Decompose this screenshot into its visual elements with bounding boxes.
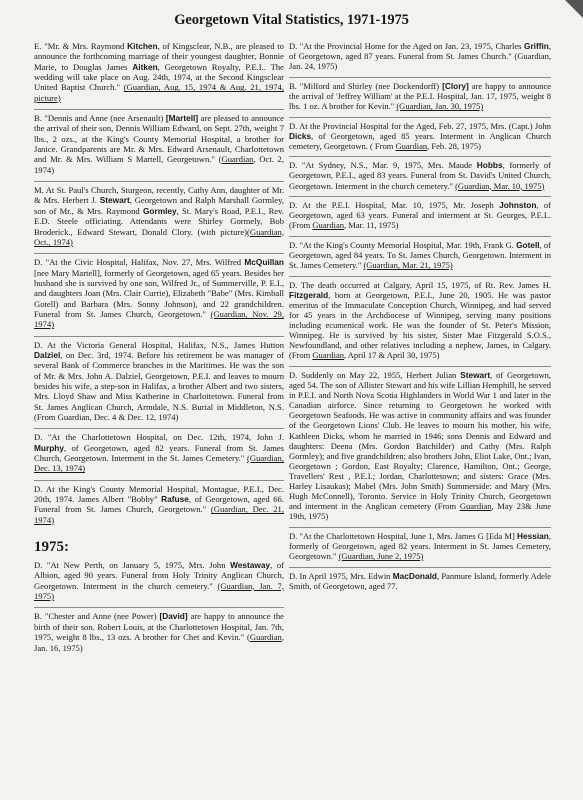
entry-text: , Mar. 11, 1975) xyxy=(344,220,399,231)
entry-text: B. "Milford and Shirley (nee Dockendorff) xyxy=(289,80,443,91)
entry xyxy=(34,428,284,479)
source-citation: (Guardian, Oct., 1974) xyxy=(34,226,284,247)
surname: [Martell] xyxy=(165,113,199,124)
entry xyxy=(34,253,284,335)
entry-text: , of Georgetown, aged 54. The son of Allister Stewart and his wife Lillian Hemphill, he served in P.E.I. and North Nova Scotia Highlanders in World War 1 and later in the Canadian airforce. Since returning to Georgetown he worked with Georgetown Seafoods. He was active in community affairs and was founder of the Georgetown Lions' Club. He leaves to mourn his mother, his wife, Kathleen Dicks, whom he married in 1946; sons Dennis and Edward and daughters: Deena (Mrs. Gordon Batchilder) and Cathy (Mrs. Ralph Gormley); and five grandchildren; also brothers John, Eliot Lake, Ont.; Ivan, Georgetown ; Gordon, East Royalty; Clarence, Hamilton, Ont.; George, Travellers' Rest , P.E.I.; Jordan, Charlottetown; and sisters: Grace (Mrs. Harley Lisaukas); Mabel (Mrs. John Smith) Summerside: and Mary (Mrs. Hugh McConnell), Toronto. Service in Holy Trinity Church, Georgetown and interment in the Anglican cemetery (From xyxy=(289,369,552,512)
source-citation: (Guardian, Mar. 10, 1975) xyxy=(455,180,545,191)
entry-text: , born at Georgetown, P.E.I., June 20, 1905. He was pastor emeritus of the Immaculate Conception Church, Winnipeg, and had served for 45 years in the Archdiocese of Winnipeg, serving many positions including ecumenical work. He was the founder of St. Peter's Mission, Winnipeg. He is survived by his sister, Sister Mae Fitzgerald S.O.S., Newfoundland, and other relatives including a nephew, James, in Calgary. (From xyxy=(289,289,551,361)
source-citation: (Guardian, Mar. 21, 1975) xyxy=(363,260,453,271)
entry-text: , May 23& June 19th, 1975) xyxy=(289,501,551,522)
entry-text: D. "At New Perth, on January 5, 1975, Mrs. John xyxy=(34,560,231,571)
entry-text: [nee Mary Martell], formerly of Georgetown, aged 65 years. Besides her husband she is survived by one son, Wilfred Jr., of Summerville, P. E.I., and daughters Joan (Mrs. Clair Currie), Elizabeth "Babe" (Mrs. Kimball Gotell) and Barbara (Mrs. Sonny Johnson), and 22 grandchildren. Funeral from St. James Church, Georgetown." xyxy=(34,267,284,319)
entry-text: , of Georgetown, aged 85 years. Interment in Anglican Church cemetery, Georgetown. ( From xyxy=(289,130,551,151)
entry-text: D. At the Provincial Hospital for the Aged, Feb. 27, 1975, Mrs. (Capt.) John xyxy=(289,120,551,131)
surname: Stewart xyxy=(460,369,491,380)
surname: Aitken xyxy=(132,61,158,72)
surname: [David] xyxy=(159,611,188,622)
surname: MacDonald xyxy=(392,570,437,581)
entry xyxy=(289,366,551,527)
entry-text: , formerly of Georgetown, aged 82 years. Interment in St. James Cemetery, Georgetown." xyxy=(289,530,551,562)
source-citation: (Guardian, Dec. 21, 1974) xyxy=(34,504,284,525)
entry-text: B. "Dennis and Anne (nee Arsenault) xyxy=(34,113,166,124)
surname: [Clory] xyxy=(442,80,469,91)
entry-text: , of Georgetown, aged 87 years. Funeral from St. James Church." (Guardian, Jan. 24, 1975) xyxy=(289,41,551,72)
entries-1975-continued xyxy=(289,41,551,596)
entry xyxy=(34,181,284,253)
entry-text: D. "At the Provincial Home for the Aged on Jan. 23, 1975, Charles xyxy=(289,41,524,51)
surname: Dalziel xyxy=(34,349,61,360)
entry xyxy=(289,196,551,236)
entry-text: , on Dec. 3rd, 1974. Before his retirement he was manager of several Bank of Commerce branches in the Maritimes. He was the son of Mr. & Mrs. John A. Dalziel, Georgetown, P.E.I. and leaves to mourn besides his wife, a step-son in Halifax, a brother Albert and two sisters, Mrs. Lloyd Shaw and Miss Katherine in Charlottetown. Funeral from St. James Anglican Church, Armdale, N.S. Burial in Middleton, N.S. (From Guardian, Dec. 4 & Dec. 12, 1974) xyxy=(34,349,284,422)
surname: Fitzgerald xyxy=(289,289,329,300)
entry xyxy=(289,117,551,157)
surname: Westaway xyxy=(230,560,271,571)
entry xyxy=(34,41,284,109)
entry-text: D. "At the Charlottetown Hospital, June 1, Mrs. James G [Eda M] xyxy=(289,530,518,541)
entry-text: M. At St. Paul's Church, Sturgeon, recently, Cathy Ann, daughter of Mr. & Mrs. Herbert J. xyxy=(34,185,284,206)
entries-1975 xyxy=(34,560,284,659)
entry xyxy=(34,607,284,658)
entry xyxy=(289,41,551,77)
entry-text: , of Kingsclear, N.B., are pleased to announce the forthcoming marriage of their youngest daughter, Bonnie Marie, to Douglas James xyxy=(34,41,284,72)
entry xyxy=(289,236,551,276)
entry-text: , Jan. 16, 1975) xyxy=(34,632,284,653)
entry xyxy=(34,560,284,607)
entry-text: B. "Chester and Anne (nee Power) xyxy=(34,611,160,622)
surname: Griffin xyxy=(523,41,549,51)
source-citation: Guardian xyxy=(459,501,492,512)
entry xyxy=(289,527,551,567)
entry-text: , of Albion, aged 90 years. Funeral from Holy Trinity Anglican Church, Georgetown. Interment in the church cemetery." xyxy=(34,560,284,591)
entry-text: , St. Mary's Road, P.E.I., Rev. E.D. Steele officiating. Attendants were Shirley Gormely, Bob Broderick., Edward Stewart, Donald Clory. (with picture) xyxy=(34,205,285,237)
surname: Gormley xyxy=(142,205,177,216)
source-citation: (Guardian, Nov. 29, 1974) xyxy=(34,308,285,330)
entry-text: , of Georgetown, aged 82 years. Funeral from St. James Church, Georgetown. Interment in the St. James Cemetery." xyxy=(34,442,284,464)
entry-text: , Georgetown and Ralph Marshall Gormley, son of Mr., & Mrs. Raymond xyxy=(34,195,284,216)
year-heading: 1975: xyxy=(34,539,69,556)
surname: Hessian xyxy=(517,530,549,541)
entry-text: , April 17 & April 30, 1975) xyxy=(344,350,440,361)
surname: Rafuse xyxy=(161,494,189,505)
entry-text: D. "At Sydney, N.S., Mar. 9, 1975, Mrs. Maude xyxy=(289,160,477,171)
entry-text: D. The death occurred at Calgary, April 15, 1975, of Rt. Rev. James H. xyxy=(289,279,551,290)
source-citation: Guardian xyxy=(312,220,345,231)
surname: Johnston xyxy=(499,200,537,211)
entry xyxy=(289,276,551,366)
surname: Dicks xyxy=(289,130,312,141)
entry-text: , formerly of Georgetown, P.E.I., aged 83 years. Funeral from St. David's United Church, Georgetown. Interment in the church cemetery." xyxy=(289,160,551,191)
surname: Gotell xyxy=(516,239,540,250)
entry-text: are pleased to announce the arrival of their son, Dennis William Edward, on Sept. 27th, weight 7 lbs., 2 ozs., at the King's County Memorial Hospital, a brother for Janice. Grandparents are Mr. & Mrs. Edward Arsenault, Charlottetown and Mr. & Mrs. William S Martell, Georgetown." ( xyxy=(34,113,284,165)
entry xyxy=(34,480,284,531)
surname: McQuillan xyxy=(244,257,284,268)
entry-text: D. In April 1975, Mrs. Edwin xyxy=(289,570,393,581)
entry-text: , Oct. 2, 1974) xyxy=(34,154,284,175)
entry-text: are happy to announce the arrival of 'Jeffrey William' at the P.E.I. Hospital, Jan. 17, 1975, weight 8 lbs. 1 oz. A brother for Kevin." xyxy=(289,80,551,111)
page-title: Georgetown Vital Statistics, 1971-1975 xyxy=(174,12,409,28)
source-citation: (Guardian, Jan. 30, 1975) xyxy=(396,100,484,111)
entry-text: are happy to announce the birth of their son. Robert Louis, at the Charlottetown Hospital, Jan. 7th, 1975, weight 8 lbs., 13 ozs. A brother for Chet and Kevin." ( xyxy=(34,611,284,643)
entry-text: , of Georgetown, aged 66. Funeral from St. James Church, Georgetown." xyxy=(34,494,284,515)
surname: Hobbs xyxy=(476,160,503,171)
source-citation: Guardian xyxy=(249,632,282,643)
entry-text: , of Georgetown, aged 63 years. Funeral and interment at St. Georges, P.E.I.. (From xyxy=(289,200,551,231)
source-citation: Guardian xyxy=(312,350,345,361)
entry-text: , Panmure Island, formerly Adele Smith, of Georgetown, aged 77. xyxy=(289,570,551,591)
entry-text: , Georgetown Royalty, P.E.I.. The wedding will take place on Aug. 24th, 1974, at the Second Kingsclear United Baptist Church." xyxy=(34,61,284,93)
entry xyxy=(289,567,551,597)
source-citation: Guardian xyxy=(221,154,254,165)
entry-text: D. At the Victoria General Hospital, Halifax, N.S., James Hutton xyxy=(34,339,284,350)
entry xyxy=(289,156,551,196)
source-citation: (Guardian, Aug. 15, 1974 & Aug. 21, 1974, picture) xyxy=(34,82,284,103)
source-citation: (Guardian, June 2, 1975) xyxy=(338,551,424,562)
left-column xyxy=(34,41,284,659)
entry-text: , Feb. 28, 1975) xyxy=(427,140,481,151)
surname: Murphy xyxy=(34,442,64,453)
entry-text: D. At the King's County Memorial Hospital, Montague, P.E.I., Dec. 20th, 1974. James Albert "Bobby" xyxy=(34,483,284,505)
entries-1974 xyxy=(34,41,284,531)
entry xyxy=(289,77,551,117)
surname: Kitchen xyxy=(127,41,158,51)
entry-text: E. "Mr. & Mrs. Raymond xyxy=(34,41,128,51)
entry-text: D. Suddenly on May 22, 1955, Herbert Julian xyxy=(289,369,461,380)
source-citation: Guardian xyxy=(395,140,428,151)
source-citation: (Guardian, Dec. 13, 1974) xyxy=(34,453,284,474)
right-column xyxy=(289,41,551,596)
entry-text: D. At the P.E.I. Hospital, Mar. 10, 1975, Mr. Joseph xyxy=(289,200,500,211)
entry-text: D. "At the Charlottetown Hospital, on Dec. 12th, 1974, John J. xyxy=(34,432,284,443)
entry-text: D. "At the Civic Hospital, Halifax, Nov. 27, Mrs. Wilfred xyxy=(34,257,245,268)
entry-text: , of Georgetown, aged 84 years. To St. James Church, Georgetown. Interment in St. James Cemetery." xyxy=(289,239,551,271)
entry xyxy=(34,109,284,181)
entry xyxy=(34,336,284,429)
entry-text: D. "At the King's County Memorial Hospital, Mar. 19th, Frank G. xyxy=(289,239,517,250)
source-citation: (Guardian, Jan. 7, 1975) xyxy=(34,580,284,602)
surname: Stewart xyxy=(99,195,130,206)
